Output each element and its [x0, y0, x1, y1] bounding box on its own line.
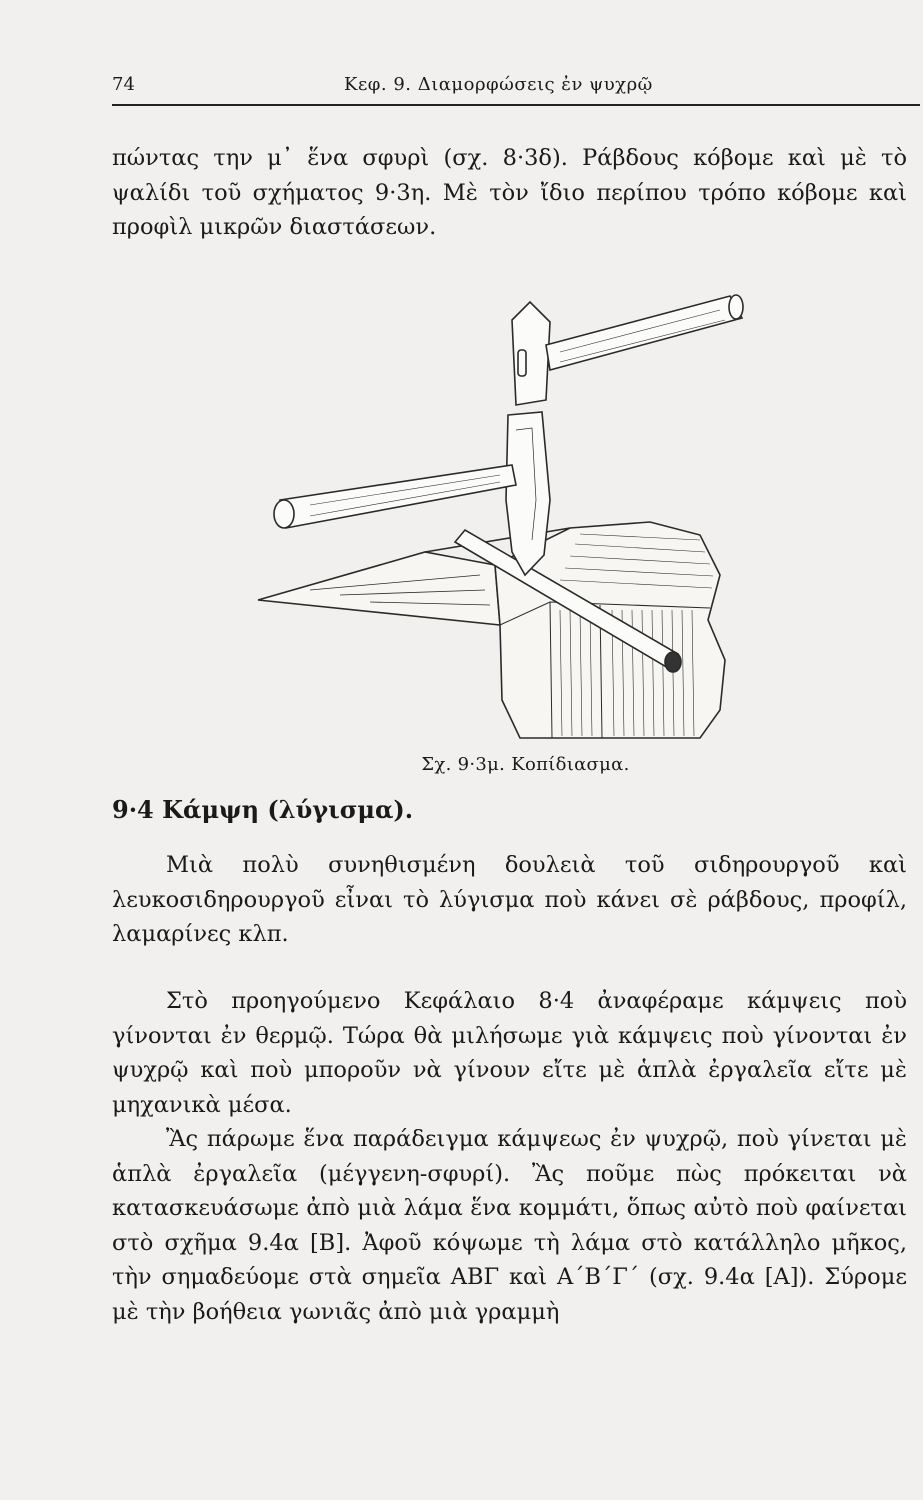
- page-header: [112, 70, 902, 100]
- page-number: 74: [112, 74, 135, 95]
- paragraph-3: Στὸ προηγούμενο Κεφάλαιο 8·4 ἀναφέραμε κάμψεις ποὺ γίνονται ἐν θερμῷ. Τώρα θὰ μιλήσωμε γιὰ κάμψεις ποὺ γίνονται ἐν ψυχρῷ καὶ ποὺ μποροῦν νὰ γίνουν εἴτε μὲ ἁπλὰ ἐργαλεῖα εἴτε μὲ μηχανικὰ μέσα.: [112, 988, 907, 1118]
- figure-caption-text: Σχ. 9·3μ. Κοπίδιασμα.: [421, 754, 630, 775]
- paragraph-1: πώντας την μ᾽ ἕνα σφυρὶ (σχ. 8·3δ). Ράβδους κόβομε καὶ μὲ τὸ ψαλίδι τοῦ σχήματος 9·3η. Μὲ τὸν ἴδιο περίπου τρόπο κόβομε καὶ προφὶλ μικρῶν διαστάσεων.: [112, 145, 907, 240]
- paragraph-4: Ἂς πάρωμε ἕνα παράδειγμα κάμψεως ἐν ψυχρῷ, ποὺ γίνεται μὲ ἁπλὰ ἐργαλεῖα (μέγγενη-σφυρί). Ἂς ποῦμε πὼς πρόκειται νὰ κατασκευάσωμε ἀπὸ μιὰ λάμα ἕνα κομμάτι, ὅπως αὐτὸ ποὺ φαίνεται στὸ σχῆμα 9.4α [Β]. Ἀφοῦ κόψωμε τὴ λάμα στὸ κατάλληλο μῆκος, τὴν σημαδεύομε στὰ σημεῖα ΑΒΓ καὶ Α΄Β΄Γ΄ (σχ. 9.4α [Α]). Σύρομε μὲ τὴν βοήθεια γωνιᾶς ἀπὸ μιὰ γραμμὴ: [112, 1126, 907, 1325]
- anvil-chisel-hammer-illustration-icon: [250, 290, 770, 750]
- running-head: Κεφ. 9. Διαμορφώσεις ἐν ψυχρῷ: [344, 74, 653, 95]
- section-heading: 9·4 Κάμψη (λύγισμα).: [112, 795, 414, 824]
- header-rule: [112, 104, 920, 106]
- figure-caption: [0, 754, 923, 775]
- paragraph-2: Μιὰ πολὺ συνηθισμένη δουλειὰ τοῦ σιδηρουργοῦ καὶ λευκοσιδηρουργοῦ εἶναι τὸ λύγισμα ποὺ κάνει σὲ ράβδους, προφίλ, λαμαρίνες κλπ.: [112, 852, 907, 947]
